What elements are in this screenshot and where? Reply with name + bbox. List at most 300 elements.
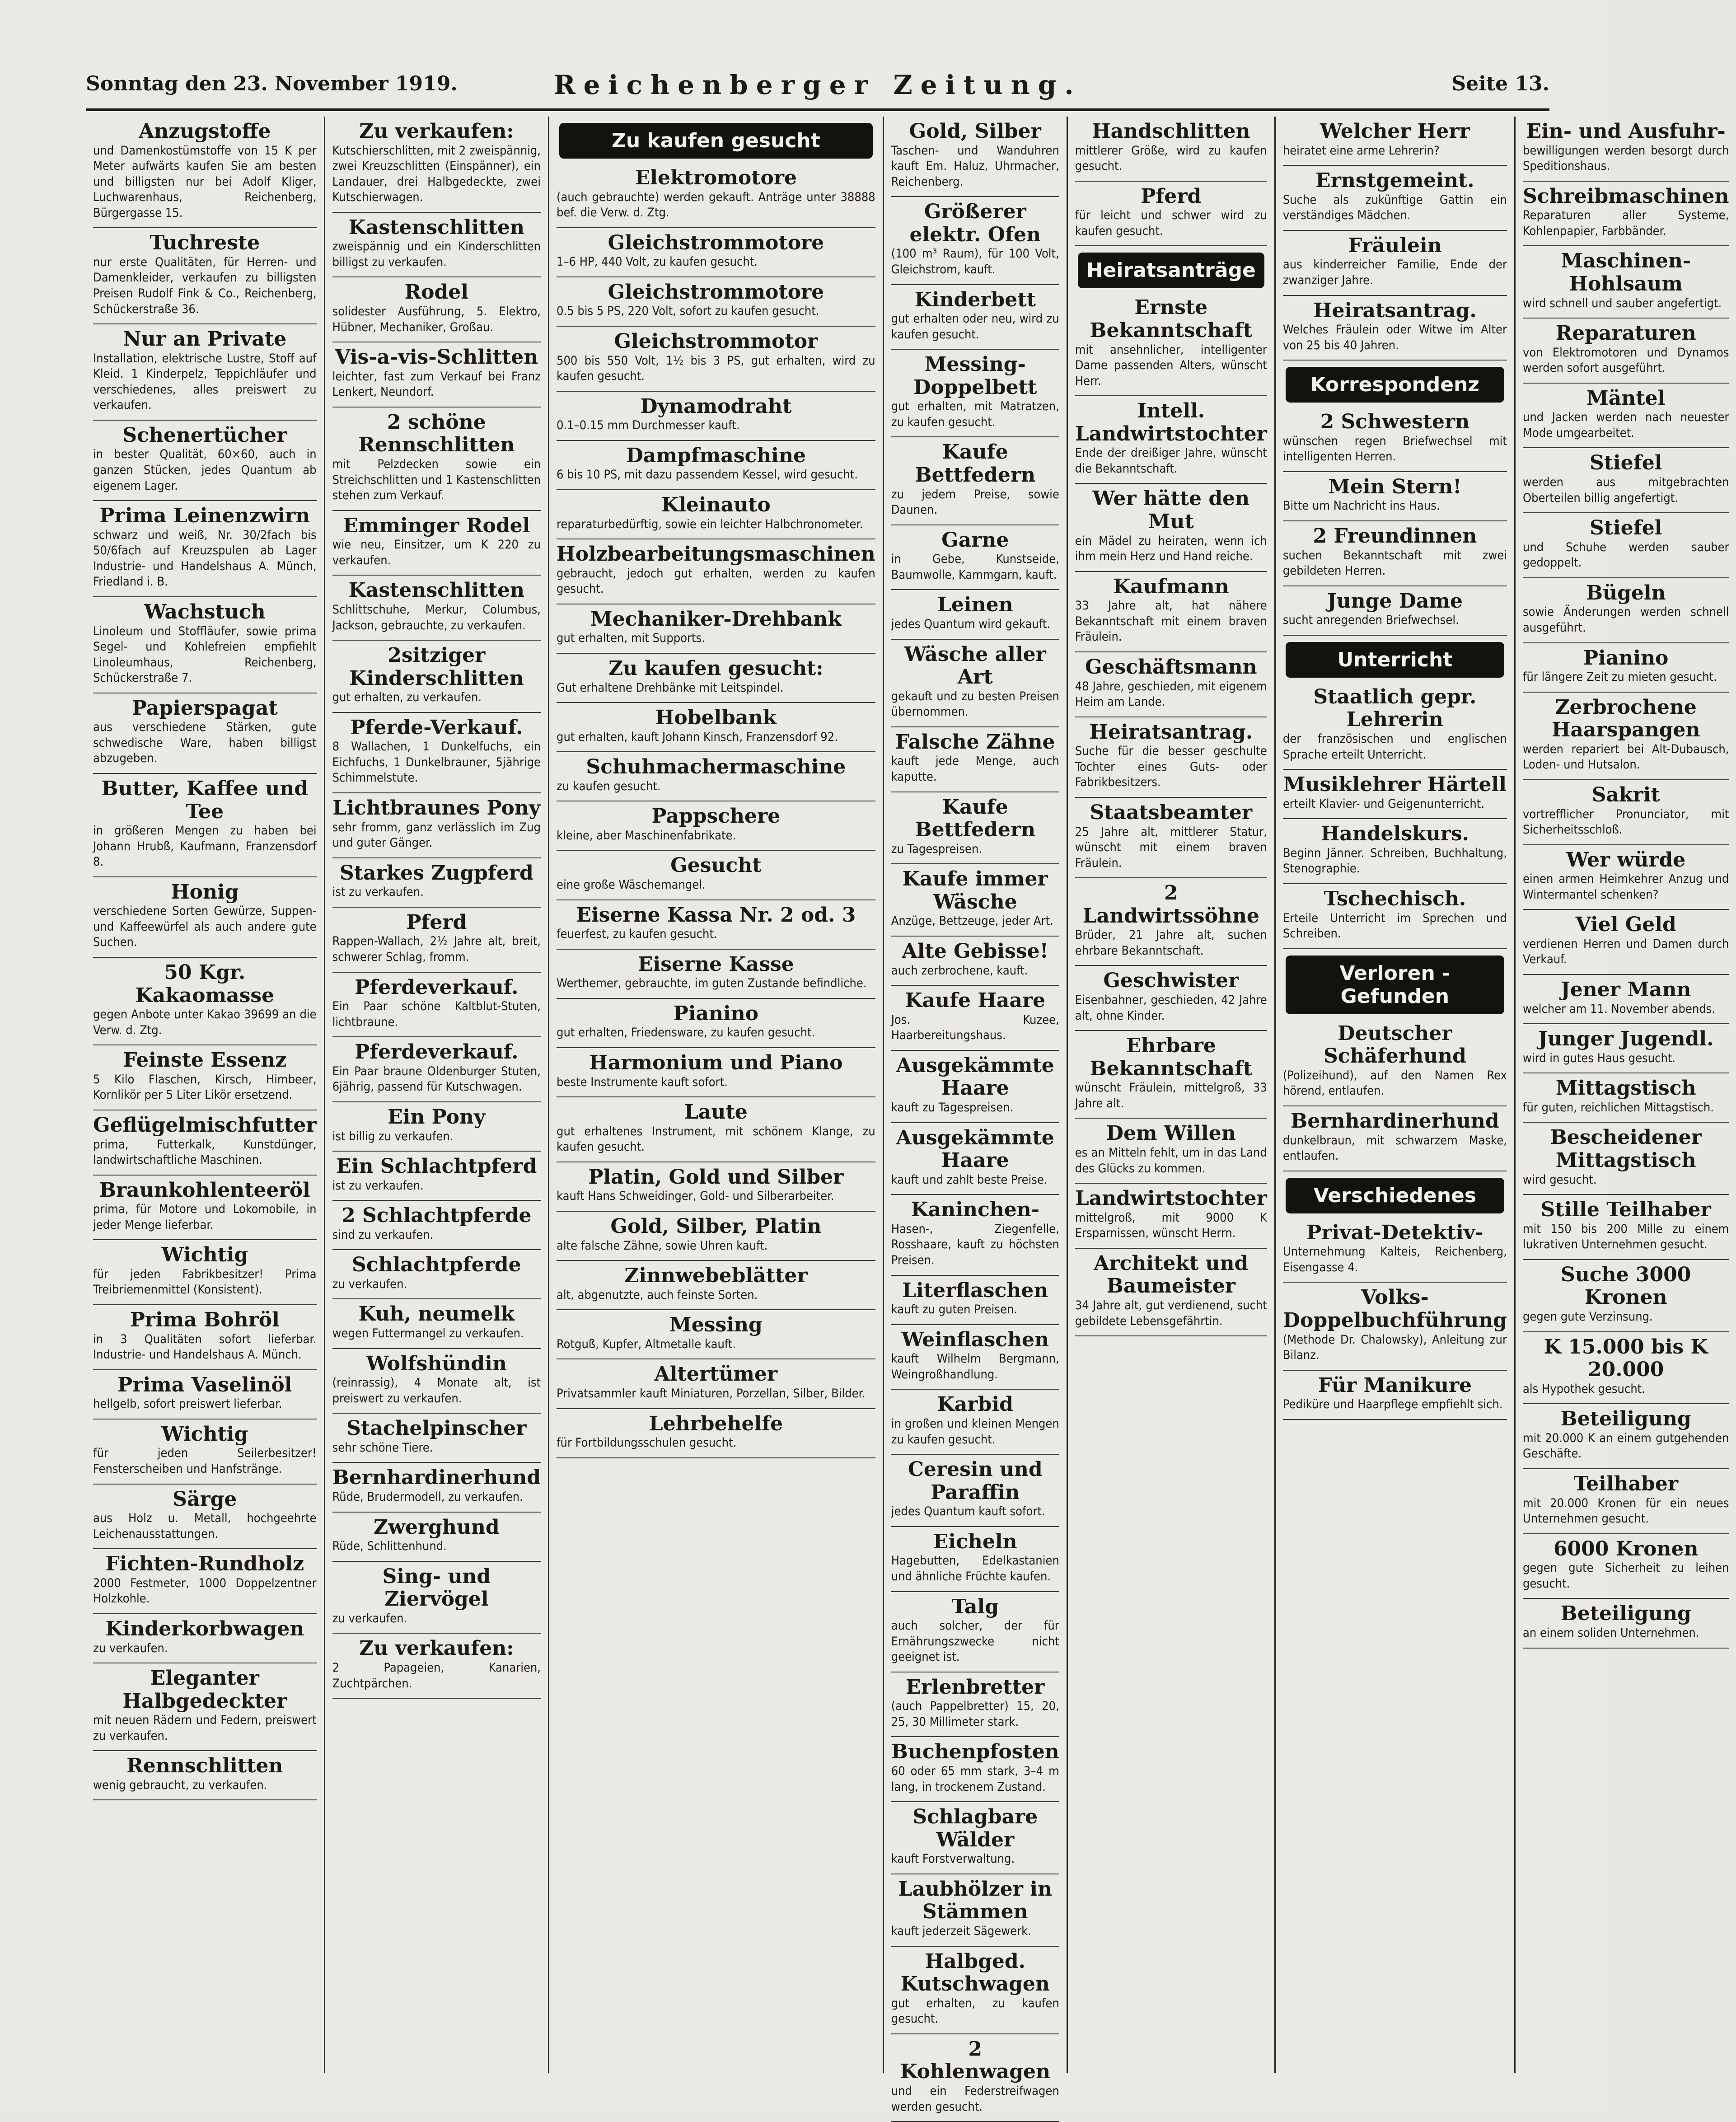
classified-ad [1523,1073,1729,1123]
ad-text: wird in gutes Haus gesucht. [1522,1051,1676,1065]
ad-text: gekauft und zu besten Preisen übernommen. [891,689,1059,719]
classified-ad [332,908,541,973]
classified-ad [93,693,317,774]
classified-ad [1075,878,1267,966]
ad-headline: Kaufe Bettfedern [915,440,1036,487]
ad-headline: 2 Kohlenwagen [900,2037,1050,2084]
ad-headline: Talg [951,1595,999,1618]
classified-ad [891,1455,1059,1527]
classified-ad [1523,384,1729,449]
classified-ad [93,1549,317,1614]
ad-headline: Bügeln [1586,581,1666,604]
classified-ad [557,801,875,851]
ad-headline: 2 Schlachtpferde [342,1204,532,1227]
classified-ad [891,1802,1059,1874]
ad-text: Privatsammler kauft Miniaturen, Porzellan, Silber, Bilder. [557,1387,866,1401]
ad-headline: Falsche Zähne [895,730,1055,754]
classified-ad [93,958,317,1045]
column-6 [1276,117,1516,2073]
ad-headline: Stiefel [1589,451,1662,475]
classified-ad [891,285,1059,350]
ad-headline: Anzugstoffe [139,120,271,143]
classified-ad [332,1250,541,1299]
ad-text: welcher am 11. November abends. [1522,1002,1716,1016]
ad-headline: Pferde-Verkauf. [350,716,523,739]
ad-text: zu verkaufen. [93,1641,168,1655]
classified-ad [332,1152,541,1201]
ad-text: einen armen Heimkehrer Anzug und Wintermantel schenken? [1522,872,1729,902]
ad-text: sehr fromm, ganz verlässlich im Zug und guter Gänger. [332,820,541,850]
classified-ad [1523,117,1729,182]
classified-ad [332,1299,541,1349]
classified-ad [332,1201,541,1250]
ad-headline: Kaninchen- [911,1198,1039,1222]
ad-text: gegen gute Verzinsung. [1522,1310,1653,1324]
classified-ad [93,1045,317,1110]
ad-text: Rüde, Schlittenhund. [332,1539,447,1554]
classified-ad [93,1419,317,1485]
classified-ad [557,392,875,441]
ad-text: eine große Wäschemangel. [557,878,706,892]
ad-text: Ein Paar schöne Kaltblut-Stuten, lichtbraune. [332,999,541,1029]
ad-text: schwarz und weiß, Nr. 30/2fach bis 50/6fach auf Kreuzspulen ab Lager Industrie- und Handelshaus A. Münch, Friedland i. B. [93,528,317,589]
ad-headline: Schlachtpferde [352,1253,521,1277]
classified-ad [891,864,1059,937]
classified-ad [891,1123,1059,1195]
classified-ad [93,421,317,501]
ad-headline: Holzbearbeitungsmaschinen [557,543,875,566]
ad-text: feuerfest, zu kaufen gesucht. [557,927,717,942]
ad-text: kauft zu guten Preisen. [891,1302,1018,1317]
ad-headline: Kinderbett [914,288,1036,311]
ad-headline: Altertümer [654,1363,778,1386]
ad-headline: Maschinen-Hohlsaum [1561,249,1691,295]
ad-headline: Staatsbeamter [1090,801,1253,824]
ad-text: Kutschierschlitten, mit 2 zweispännig, zwei Kreuzschlitten (Einspänner), ein Landauer, drei Halbgedeckte, zwei Kutschierwagen. [332,143,541,205]
ad-text: gut erhalten, Friedensware, zu kaufen gesucht. [557,1026,815,1040]
classified-ad [557,163,875,228]
ad-headline: Ein Schlachtpferd [336,1155,537,1178]
ad-text: und Jacken werden nach neuester Mode umgearbeitet. [1522,410,1729,440]
classified-ad [332,641,541,713]
classified-ad [1523,780,1729,845]
ad-text: Linoleum und Stoffläufer, sowie prima Segel- und Kohlefreien empfiehlt Linoleumhaus, Reichenberg, Schückerstraße 7. [93,624,317,685]
ad-headline: Vis-a-vis-Schlitten [335,346,538,369]
ad-text: der französischen und englischen Sprache erteilt Unterricht. [1282,732,1507,762]
ad-headline: Ein- und Ausfuhr- [1526,120,1726,143]
ad-headline: Heiratsantrag. [1089,720,1253,744]
ad-text: 33 Jahre alt, hat nähere Bekanntschaft mit einem braven Fräulein. [1075,599,1267,644]
classified-ad [332,511,541,576]
classified-ad [891,117,1059,197]
ad-text: Suche für die besser geschulte Tochter eines Guts- oder Fabrikbesitzers. [1075,744,1267,790]
ad-headline: Pianino [673,1002,759,1025]
ad-headline: Rennschlitten [126,1754,283,1778]
classified-ad [1283,819,1507,884]
ad-text: gut erhalten, kauft Johann Kinsch, Franzensdorf 92. [557,730,838,744]
classified-ad [891,1737,1059,1802]
ad-text: gut erhalten, mit Supports. [557,631,705,646]
ad-headline: Suche 3000 Kronen [1561,1263,1691,1309]
ad-headline: Welcher Herr [1320,120,1470,143]
classified-ad [93,1176,317,1241]
classified-ad [557,1261,875,1310]
ad-text: an einem soliden Unternehmen. [1522,1626,1699,1640]
column-3 [549,117,884,2073]
classified-ad [557,604,875,654]
ad-text: Rüde, Brudermodell, zu verkaufen. [332,1490,523,1504]
ad-headline: Wolfshündin [366,1352,507,1375]
ad-text: 500 bis 550 Volt, 1½ bis 3 PS, gut erhalten, wird zu kaufen gesucht. [557,353,875,384]
classified-ad [1075,717,1267,798]
classified-ad [1523,845,1729,910]
ad-headline: Lichtbraunes Pony [332,796,541,820]
masthead [86,68,1549,111]
ad-text: Anzüge, Bettzeuge, jeder Art. [891,914,1053,928]
classified-ad [1283,770,1507,819]
ad-text: Jos. Kuzee, Haarbereitungshaus. [891,1012,1059,1043]
classified-ad [891,1195,1059,1275]
ad-text: und Schuhe werden sauber gedoppelt. [1522,540,1729,570]
ad-text: hellgelb, sofort preiswert lieferbar. [93,1397,282,1411]
classified-ad [1523,1534,1729,1599]
classified-ad [557,1359,875,1409]
classified-ad [1283,1106,1507,1171]
ad-headline: Kinderkorbwagen [105,1617,304,1640]
ad-text: heiratet eine arme Lehrerin? [1282,143,1440,158]
section-banner: Korrespondenz [1286,367,1504,403]
ad-headline: Teilhaber [1573,1472,1678,1496]
ad-headline: Ehrbare Bekanntschaft [1090,1034,1253,1080]
ad-text: kleine, aber Maschinenfabrikate. [557,828,736,843]
ad-text: verschiedene Sorten Gewürze, Suppen- und Kaffeewürfel als auch andere gute Suchen. [93,904,317,950]
section-banner: Verschiedenes [1286,1178,1504,1213]
ad-text: 1–6 HP, 440 Volt, zu kaufen gesucht. [557,255,758,269]
classified-ad [1523,578,1729,643]
ad-headline: Deutscher Schäferhund [1323,1021,1466,1068]
classified-ad [93,774,317,877]
classified-ad [891,590,1059,639]
classified-ad [1283,1371,1507,1420]
ad-text: als Hypothek gesucht. [1522,1382,1645,1396]
classified-ad [557,1310,875,1359]
ad-headline: Hobelbank [655,706,777,730]
classified-ad [93,877,317,958]
ad-text: reparaturbedürftig, sowie ein leichter Halbchronometer. [557,517,863,531]
classified-ad [891,1527,1059,1592]
ad-text: (100 m³ Raum), für 100 Volt, Gleichstrom, kauft. [891,247,1059,276]
ad-text: suchen Bekanntschaft mit zwei gebildeten Herren. [1282,548,1507,578]
classified-ad [93,1110,317,1176]
ad-headline: Prima Vaselinöl [117,1373,292,1396]
ad-text: zu kaufen gesucht. [557,779,661,793]
classified-ad [1283,586,1507,636]
ad-headline: Zinnwebeblätter [624,1264,808,1288]
classified-ad [891,525,1059,590]
classified-ad [891,792,1059,865]
classified-ad [332,1513,541,1562]
classified-ad [891,1947,1059,2034]
classified-ad [891,1325,1059,1390]
ad-headline: Kastenschlitten [348,579,525,602]
ad-headline: Ausgekämmte Haare [896,1054,1054,1100]
ad-text: Eisenbahner, geschieden, 42 Jahre alt, ohne Kinder. [1075,993,1267,1023]
ad-headline: Schuhmachermaschine [586,755,846,779]
ad-text: es an Mitteln fehlt, um in das Land des Glücks zu kommen. [1075,1146,1267,1176]
ad-headline: Mein Stern! [1328,475,1462,498]
classified-ad [332,713,541,793]
ad-headline: Bernhardinerhund [332,1466,541,1490]
classified-ad [1523,448,1729,513]
column-1 [86,117,325,2073]
classified-ad [1523,513,1729,578]
classified-ad [332,1634,541,1699]
classified-ad [1075,966,1267,1031]
ad-text: kauft Hans Schweidinger, Gold- und Silberarbeiter. [557,1189,834,1204]
ad-headline: Messing [669,1313,763,1337]
ad-headline: Braunkohlenteeröl [99,1178,310,1202]
classified-ad [1075,396,1267,484]
classified-ad [891,727,1059,792]
classified-ad [93,1485,317,1550]
ad-headline: Wichtig [161,1422,248,1446]
classified-ad [1523,643,1729,693]
ad-headline: Särge [173,1487,237,1511]
ad-text: 0.1–0.15 mm Durchmesser kauft. [557,418,740,433]
ad-text: gut erhalten, mit Matratzen, zu kaufen gesucht. [891,399,1059,429]
ad-text: in größeren Mengen zu haben bei Johann Hrubß, Kaufmann, Franzensdorf 8. [93,824,317,869]
classified-ad [1075,798,1267,878]
ad-headline: Weinflaschen [901,1328,1049,1351]
classified-ad [557,950,875,999]
ad-text: sind zu verkaufen. [332,1227,434,1242]
ad-text: ist zu verkaufen. [332,1178,424,1193]
classified-ad [557,703,875,752]
ad-headline: Kaufmann [1113,575,1229,598]
classified-ad [332,858,541,908]
ad-text: erteilt Klavier- und Geigenunterricht. [1282,796,1485,811]
ad-headline: Mäntel [1586,386,1666,410]
ad-text: beste Instrumente kauft sofort. [557,1075,728,1089]
classified-ad [557,1409,875,1458]
ad-text: Ein Paar braune Oldenburger Stuten, 6jährig, passend für Kutschwagen. [332,1064,541,1094]
classified-ad [93,597,317,693]
ad-text: Unternehmung Kalteis, Reichenberg, Eisengasse 4. [1282,1245,1507,1274]
ad-text: gebraucht, jedoch gut erhalten, werden zu kaufen gesucht. [557,566,875,596]
ad-headline: Laubhölzer in Stämmen [898,1877,1052,1924]
ad-headline: Gold, Silber [909,120,1041,143]
ad-text: Rappen-Wallach, 2½ Jahre alt, breit, schwerer Schlag, fromm. [332,934,541,964]
issue-date: Sonntag den 23. November 1919. [86,72,458,95]
ad-text: werden repariert bei Alt-Dubausch, Loden- und Hutsalon. [1522,742,1729,772]
ad-text: für jeden Seilerbesitzer! Fensterscheiben und Hanfstränge. [93,1446,317,1476]
classified-ad [1523,1024,1729,1073]
classified-ad [93,1614,317,1663]
ad-headline: Garne [941,528,1009,552]
classified-ad [557,1212,875,1261]
ad-headline: Jener Mann [1560,978,1691,1002]
classified-ad [891,937,1059,986]
ad-text: Bitte um Nachricht ins Haus. [1282,499,1440,513]
ad-text: für längere Zeit zu mieten gesucht. [1522,670,1717,684]
ad-text: Werthemer, gebrauchte, im guten Zustande befindliche. [557,976,867,991]
section-banner: Heiratsanträge [1078,253,1264,288]
ad-text: 25 Jahre alt, mittlerer Statur, wünscht mit einem braven Fräulein. [1075,824,1267,870]
ad-headline: Pferdeverkauf. [355,975,519,999]
ad-headline: Schlagbare Wälder [912,1805,1038,1851]
ad-headline: Ein Pony [388,1105,486,1129]
classified-ad [557,851,875,900]
ad-headline: Für Manikure [1318,1373,1472,1397]
ad-headline: Kastenschlitten [348,215,525,239]
ad-text: (reinrassig), 4 Monate alt, ist preiswert zu verkaufen. [332,1376,541,1405]
ad-headline: Stille Teilhaber [1540,1198,1711,1222]
classified-ad [332,408,541,511]
classified-ad [891,986,1059,1051]
ad-text: sehr schöne Tiere. [332,1440,433,1455]
ad-text: kauft Wilhelm Bergmann, Weingroßhandlung. [891,1352,1059,1382]
ad-headline: Gleichstrommotor [614,329,818,353]
ad-text: ist billig zu verkaufen. [332,1129,454,1143]
classified-ad [93,228,317,324]
ad-text: sowie Änderungen werden schnell ausgeführt. [1522,605,1729,635]
classified-ad [332,576,541,641]
ad-text: werden aus mitgebrachten Oberteilen billig angefertigt. [1522,475,1729,505]
ad-headline: Pferd [406,910,467,934]
ad-text: leichter, fast zum Verkauf bei Franz Lenkert, Neundorf. [332,369,541,399]
ad-text: 48 Jahre, geschieden, mit eigenem Heim am Lande. [1075,679,1267,709]
classified-ad [1075,572,1267,652]
ad-text: Taschen- und Wanduhren kauft Em. Haluz, Uhrmacher, Reichenberg. [891,143,1059,189]
ad-text: (Polizeihund), auf den Namen Rex hörend, entlaufen. [1282,1068,1507,1098]
ad-headline: Wer hätte den Mut [1092,487,1250,534]
classified-ad [891,640,1059,727]
ad-text: aus Holz u. Metall, hochgeehrte Leichenausstattungen. [93,1511,317,1541]
ad-text: ein Mädel zu heiraten, wenn ich ihm mein Herz und Hand reiche. [1075,534,1267,564]
classified-ad [93,117,317,228]
ad-headline: Eicheln [933,1530,1017,1553]
classified-ad [557,1048,875,1097]
classified-ad [1523,246,1729,319]
classified-ad [1075,117,1267,182]
classified-ad [557,539,875,604]
ad-headline: Ausgekämmte Haare [896,1126,1054,1172]
ad-headline: Volks-Doppelbuchführung [1282,1286,1507,1332]
ad-text: vortrefflicher Pronunciator, mit Sicherheitsschloß. [1522,807,1729,837]
ad-headline: Laute [684,1101,748,1124]
newspaper-title: Reichenberger Zeitung. [553,70,1082,100]
ad-headline: Junger Jugendl. [1538,1027,1714,1051]
ad-headline: Pferdeverkauf. [355,1040,519,1064]
classified-ad [557,327,875,392]
ad-text: 60 oder 65 mm stark, 3–4 m lang, in trockenem Zustand. [891,1764,1059,1794]
ad-headline: Zwerghund [373,1515,500,1539]
ad-text: solidester Ausführung, 5. Elektro, Hübner, Mechaniker, Großau. [332,304,541,334]
ad-text: Brüder, 21 Jahre alt, suchen ehrbare Bekanntschaft. [1075,928,1267,958]
ad-headline: Gleichstrommotore [608,231,824,254]
ad-headline: Mechaniker-Drehbank [590,607,842,631]
classified-ad [891,1592,1059,1672]
ad-text: jedes Quantum kauft sofort. [891,1504,1045,1519]
ad-text: Rotguß, Kupfer, Altmetalle kauft. [557,1337,736,1351]
ad-headline: Zu verkaufen: [359,1637,514,1660]
column-5 [1068,117,1276,2073]
ad-headline: Wer würde [1566,848,1686,871]
classified-ad [1283,166,1507,231]
ad-headline: Kaufe Haare [905,989,1046,1012]
ad-text: wenig gebraucht, zu verkaufen. [93,1778,267,1792]
ad-text: mit 20.000 K an einem gutgehenden Geschäfte. [1522,1431,1729,1461]
ad-text: und Damenkostümstoffe von 15 K per Meter aufwärts kaufen Sie am besten und billigsten nur bei Adolf Kliger, Luchwarenhaus, Reichenberg, Bürgergasse 15. [93,143,317,220]
classified-ad [332,973,541,1038]
ad-headline: Messing-Doppelbett [913,353,1037,399]
classified-ad [332,277,541,342]
ad-headline: 6000 Kronen [1553,1537,1699,1560]
classified-ad [1075,1031,1267,1119]
classified-ad [1075,484,1267,571]
ad-headline: Nur an Private [123,328,287,351]
section-banner: Unterricht [1286,642,1504,678]
ad-text: Pediküre und Haarpflege empfiehlt sich. [1282,1397,1503,1412]
ad-text: sucht anregenden Briefwechsel. [1282,613,1459,628]
ad-headline: Ernste Bekanntschaft [1090,296,1253,342]
classified-ad [1283,231,1507,296]
ad-headline: Gold, Silber, Platin [610,1215,822,1238]
classified-ad [1075,182,1267,247]
classified-ad [557,900,875,950]
ad-headline: Privat-Detektiv- [1306,1221,1483,1244]
ad-text: (Methode Dr. Chalowsky), Anleitung zur Bilanz. [1282,1332,1507,1363]
ad-headline: Reparaturen [1555,322,1696,345]
ad-text: nur erste Qualitäten, für Herren- und Damenkleider, verkaufen zu billigsten Preisen Rudolf Fink & Co., Reichenberg, Schückerstraße 36. [93,255,317,316]
ad-headline: Halbged. Kutschwagen [900,1949,1050,1996]
classified-ad [332,117,541,213]
classified-ad [891,1672,1059,1738]
classified-ad [332,1562,541,1634]
ad-text: ist zu verkaufen. [332,885,424,899]
classified-ad [891,197,1059,285]
classified-ad [557,490,875,539]
ad-text: mit neuen Rädern und Federn, preiswert zu verkaufen. [93,1713,317,1743]
classified-ad [891,1390,1059,1455]
ad-text: zweispännig und ein Kinderschlitten billigst zu verkaufen. [332,239,541,269]
classified-ad [332,1102,541,1152]
ad-headline: 2sitziger Kinderschlitten [349,644,524,690]
ad-headline: Größerer elektr. Ofen [909,200,1041,246]
ad-headline: Elektromotore [635,166,797,189]
classified-ad [891,437,1059,525]
ad-headline: Karbid [937,1393,1013,1416]
section-banner: Verloren - Gefunden [1286,956,1504,1014]
ad-headline: Kuh, neumelk [358,1302,515,1326]
classified-ad [93,501,317,597]
ad-headline: Geflügelmischfutter [93,1113,317,1137]
ad-text: zu Tagespreisen. [891,842,983,856]
ad-headline: Pferd [1141,184,1202,208]
classified-ad [1075,652,1267,717]
ad-headline: Gleichstrommotore [608,280,824,304]
ad-text: Hagebutten, Edelkastanien und ähnliche Früchte kaufen. [891,1554,1059,1583]
ad-text: in Gebe, Kunstseide, Baumwolle, Kammgarn, kauft. [891,552,1059,582]
ad-headline: Staatlich gepr. Lehrerin [1313,685,1477,731]
ad-headline: Pappschere [651,805,781,828]
ad-text: mit 20.000 Kronen für ein neues Unternehmen gesucht. [1522,1496,1729,1526]
ad-text: 0.5 bis 5 PS, 220 Volt, sofort zu kaufen gesucht. [557,304,819,319]
ad-headline: Zu kaufen gesucht: [608,656,824,680]
ad-text: wünschen regen Briefwechsel mit intelligenten Herren. [1282,434,1507,464]
ad-text: kauft zu Tagespreisen. [891,1101,1014,1115]
ad-headline: Viel Geld [1575,913,1676,937]
